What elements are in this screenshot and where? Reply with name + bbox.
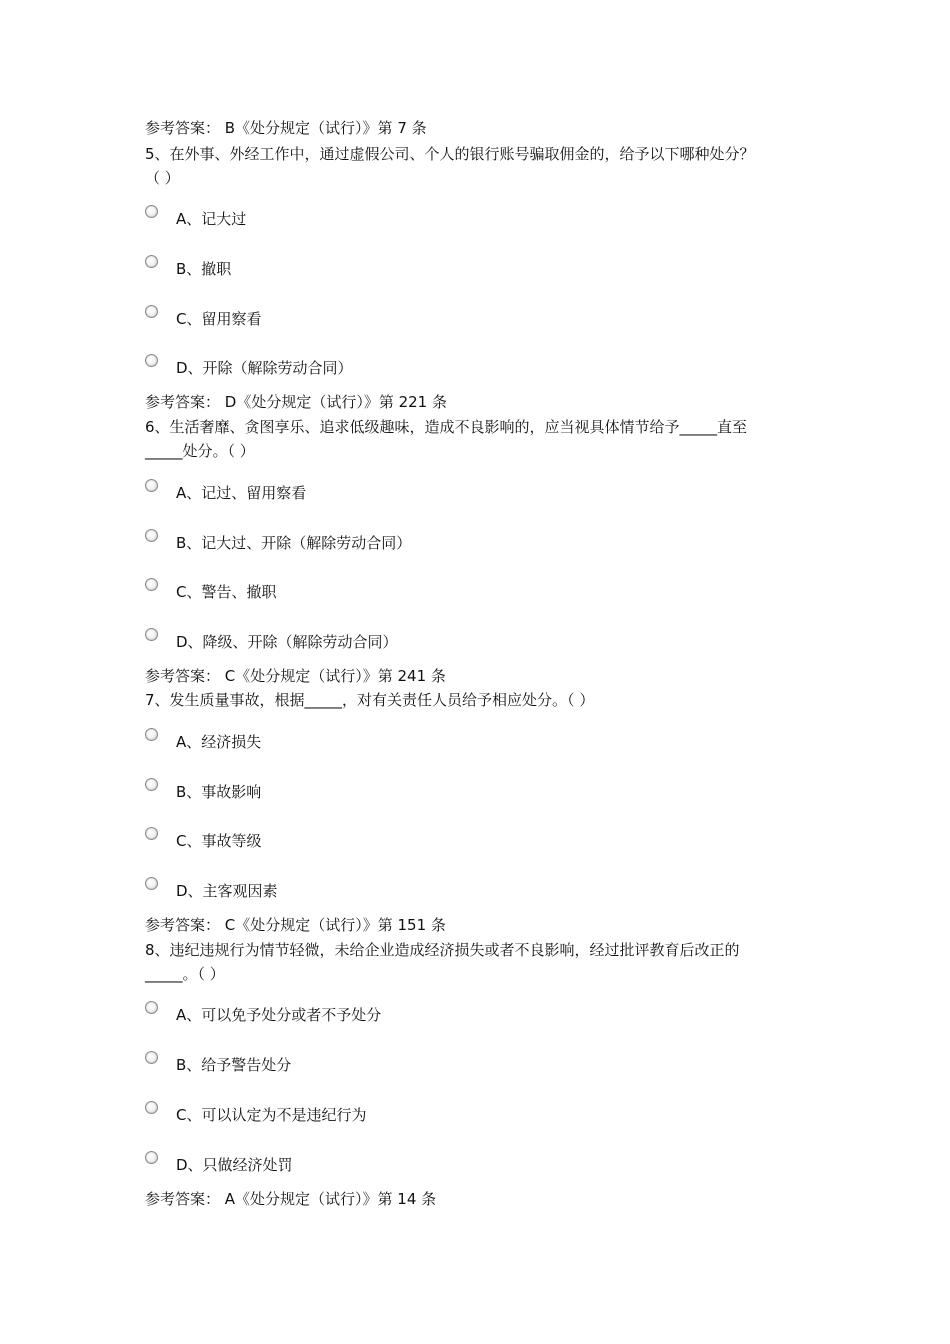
- option-label: B、撤职: [176, 260, 232, 278]
- option-label: C、留用察看: [176, 310, 262, 328]
- option-label: C、事故等级: [176, 832, 262, 850]
- option-label: A、记大过: [176, 210, 247, 228]
- radio-button-icon[interactable]: [145, 354, 158, 367]
- radio-button-icon[interactable]: [145, 1101, 158, 1114]
- radio-button-icon[interactable]: [145, 305, 158, 318]
- option-label: B、记大过、开除（解除劳动合同）: [176, 534, 412, 552]
- radio-button-icon[interactable]: [145, 728, 158, 741]
- question-6-option-c[interactable]: [145, 578, 745, 602]
- option-label: A、可以免予处分或者不予处分: [176, 1006, 382, 1024]
- question-7-option-a[interactable]: [145, 728, 745, 752]
- option-label: C、警告、撤职: [176, 583, 277, 601]
- option-label: B、给予警告处分: [176, 1056, 292, 1074]
- radio-button-icon[interactable]: [145, 1151, 158, 1164]
- option-label: D、降级、开除（解除劳动合同）: [176, 633, 398, 651]
- option-label: A、经济损失: [176, 733, 262, 751]
- question-5-text-cont: （ ）: [145, 169, 180, 187]
- radio-button-icon[interactable]: [145, 827, 158, 840]
- question-7-option-c[interactable]: [145, 827, 745, 851]
- question-5-option-c[interactable]: [145, 305, 745, 329]
- question-8-option-b[interactable]: [145, 1051, 745, 1075]
- question-7-option-d[interactable]: [145, 877, 745, 901]
- radio-button-icon[interactable]: [145, 877, 158, 890]
- question-6-text: 6、生活奢靡、贪图享乐、追求低级趣味，造成不良影响的，应当视具体情节给予_____直至: [145, 418, 748, 436]
- question-7-text: 7、发生质量事故，根据_____，对有关责任人员给予相应处分。（ ）: [145, 691, 595, 709]
- question-6-text-cont: _____处分。（ ）: [145, 442, 255, 460]
- radio-button-icon[interactable]: [145, 1051, 158, 1064]
- reference-answer-q7: 参考答案： C《处分规定（试行）》第 151 条: [145, 916, 446, 934]
- radio-button-icon[interactable]: [145, 578, 158, 591]
- question-5-option-d[interactable]: [145, 354, 745, 378]
- radio-button-icon[interactable]: [145, 1001, 158, 1014]
- question-6-option-b[interactable]: [145, 529, 745, 553]
- question-7-option-b[interactable]: [145, 778, 745, 802]
- question-5-option-b[interactable]: [145, 255, 745, 279]
- option-label: A、记过、留用察看: [176, 484, 307, 502]
- question-8-option-a[interactable]: [145, 1001, 745, 1025]
- question-8-text: 8、违纪违规行为情节轻微，未给企业造成经济损失或者不良影响，经过批评教育后改正的: [145, 941, 740, 959]
- radio-button-icon[interactable]: [145, 628, 158, 641]
- radio-button-icon[interactable]: [145, 529, 158, 542]
- radio-button-icon[interactable]: [145, 479, 158, 492]
- option-label: D、只做经济处罚: [176, 1156, 293, 1174]
- reference-answer-q4: 参考答案： B《处分规定（试行）》第 7 条: [145, 119, 427, 137]
- radio-button-icon[interactable]: [145, 205, 158, 218]
- question-8-text-cont: _____。（ ）: [145, 965, 225, 983]
- reference-answer-q6: 参考答案： C《处分规定（试行）》第 241 条: [145, 667, 446, 685]
- radio-button-icon[interactable]: [145, 255, 158, 268]
- reference-answer-q5: 参考答案： D《处分规定（试行）》第 221 条: [145, 393, 447, 411]
- question-5-text: 5、在外事、外经工作中，通过虚假公司、个人的银行账号骗取佣金的，给予以下哪种处分？: [145, 145, 755, 163]
- radio-button-icon[interactable]: [145, 778, 158, 791]
- question-5-option-a[interactable]: [145, 205, 745, 229]
- question-6-option-d[interactable]: [145, 628, 745, 652]
- question-8-option-c[interactable]: [145, 1101, 745, 1125]
- option-label: D、开除（解除劳动合同）: [176, 359, 353, 377]
- question-6-option-a[interactable]: [145, 479, 745, 503]
- reference-answer-q8: 参考答案： A《处分规定（试行）》第 14 条: [145, 1190, 437, 1208]
- option-label: C、可以认定为不是违纪行为: [176, 1106, 367, 1124]
- question-8-option-d[interactable]: [145, 1151, 745, 1175]
- option-label: D、主客观因素: [176, 882, 278, 900]
- option-label: B、事故影响: [176, 783, 262, 801]
